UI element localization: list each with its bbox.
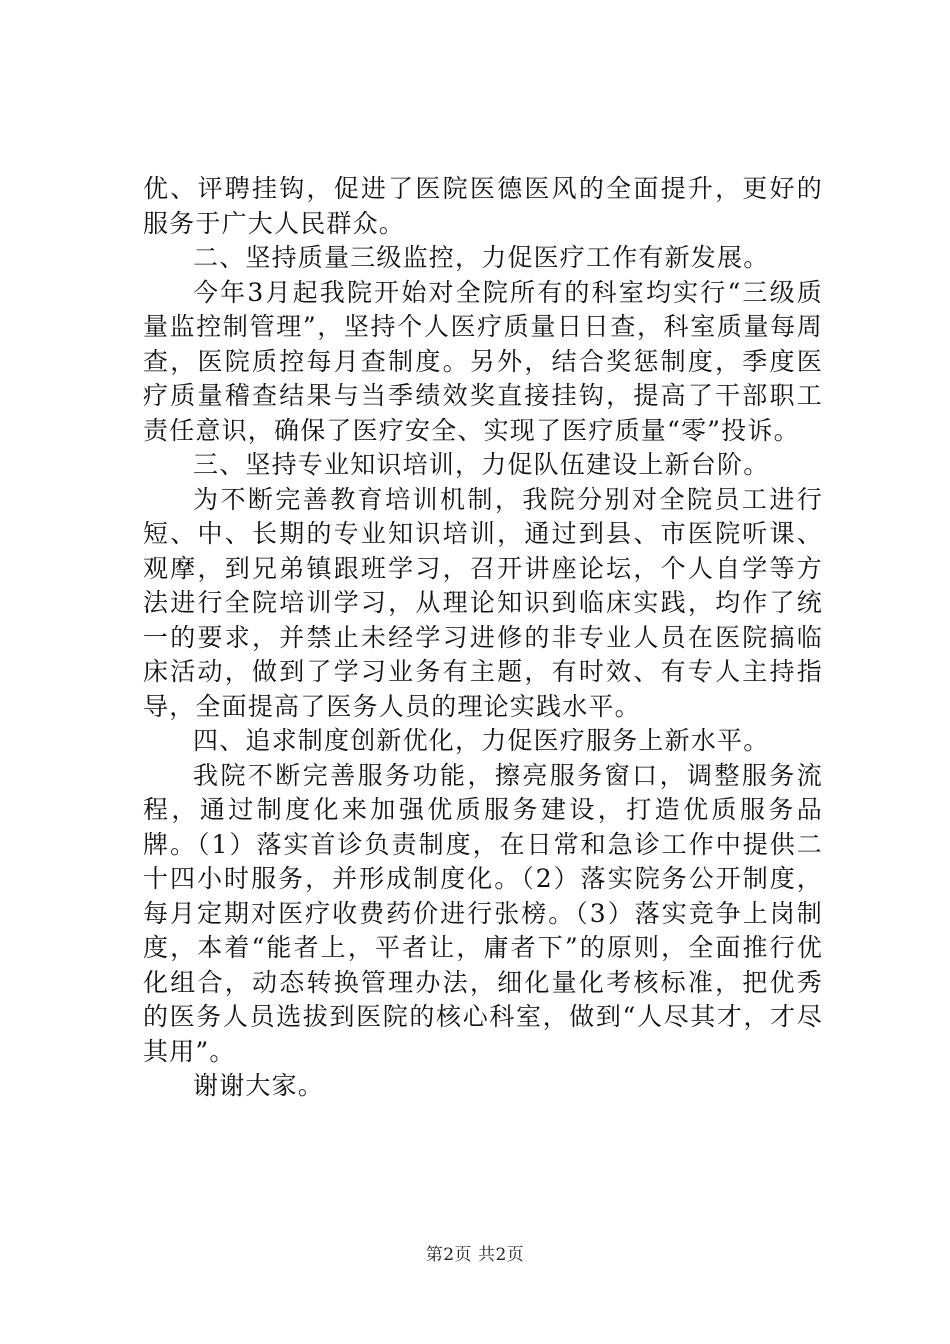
page-footer: [0, 1240, 950, 1265]
section-heading-4: 四、追求制度创新优化，力促医疗服务上新水平。: [193, 726, 770, 755]
page-number-label: 第2页 共2页: [425, 1245, 525, 1265]
section-heading-3: 三、坚持专业知识培训，力促队伍建设上新台阶。: [193, 450, 770, 479]
paragraph-training: 为不断完善教育培训机制，我院分别对全院员工进行短、中、长期的专业知识培训，通过到县、市医院听课、观摩，到兄弟镇跟班学习，召开讲座论坛，个人自学等方法进行全院培训学习，从理论知识到临床实践，均作了统一的要求，并禁止未经学习进修的非专业人员在医院搞临床活动，做到了学习业务有主题，有时效、有专人主持指导，全面提高了医务人员的理论实践水平。: [143, 484, 823, 721]
paragraph-quality-control: 今年3月起我院开始对全院所有的科室均实行“三级质量监控制管理”，坚持个人医疗质量日日查，科室质量每周查，医院质控每月查制度。另外，结合奖惩制度，季度医疗质量稽查结果与当季绩效奖直接挂钩，提高了干部职工责任意识，确保了医疗安全、实现了医疗质量“零”投诉。: [143, 277, 823, 445]
closing-remark: 谢谢大家。: [193, 1071, 325, 1100]
paragraph-service-innovation: 我院不断完善服务功能，擦亮服务窗口，调整服务流程，通过制度化来加强优质服务建设，打造优质服务品牌。（1）落实首诊负责制度，在日常和急诊工作中提供二十四小时服务，并形成制度化。（2）落实院务公开制度，每月定期对医疗收费药价进行张榜。（3）落实竞争上岗制度，本着“能者上，平者让，庸者下”的原则，全面推行优化组合，动态转换管理办法，细化量化考核标准，把优秀的医务人员选拔到医院的核心科室，做到“人尽其才，才尽其用”。: [143, 760, 823, 1066]
section-heading-2: 二、坚持质量三级监控，力促医疗工作有新发展。: [193, 243, 770, 272]
document-body: [143, 172, 823, 1104]
paragraph-continuation: 优、评聘挂钩，促进了医院医德医风的全面提升，更好的服务于广大人民群众。: [143, 174, 823, 238]
